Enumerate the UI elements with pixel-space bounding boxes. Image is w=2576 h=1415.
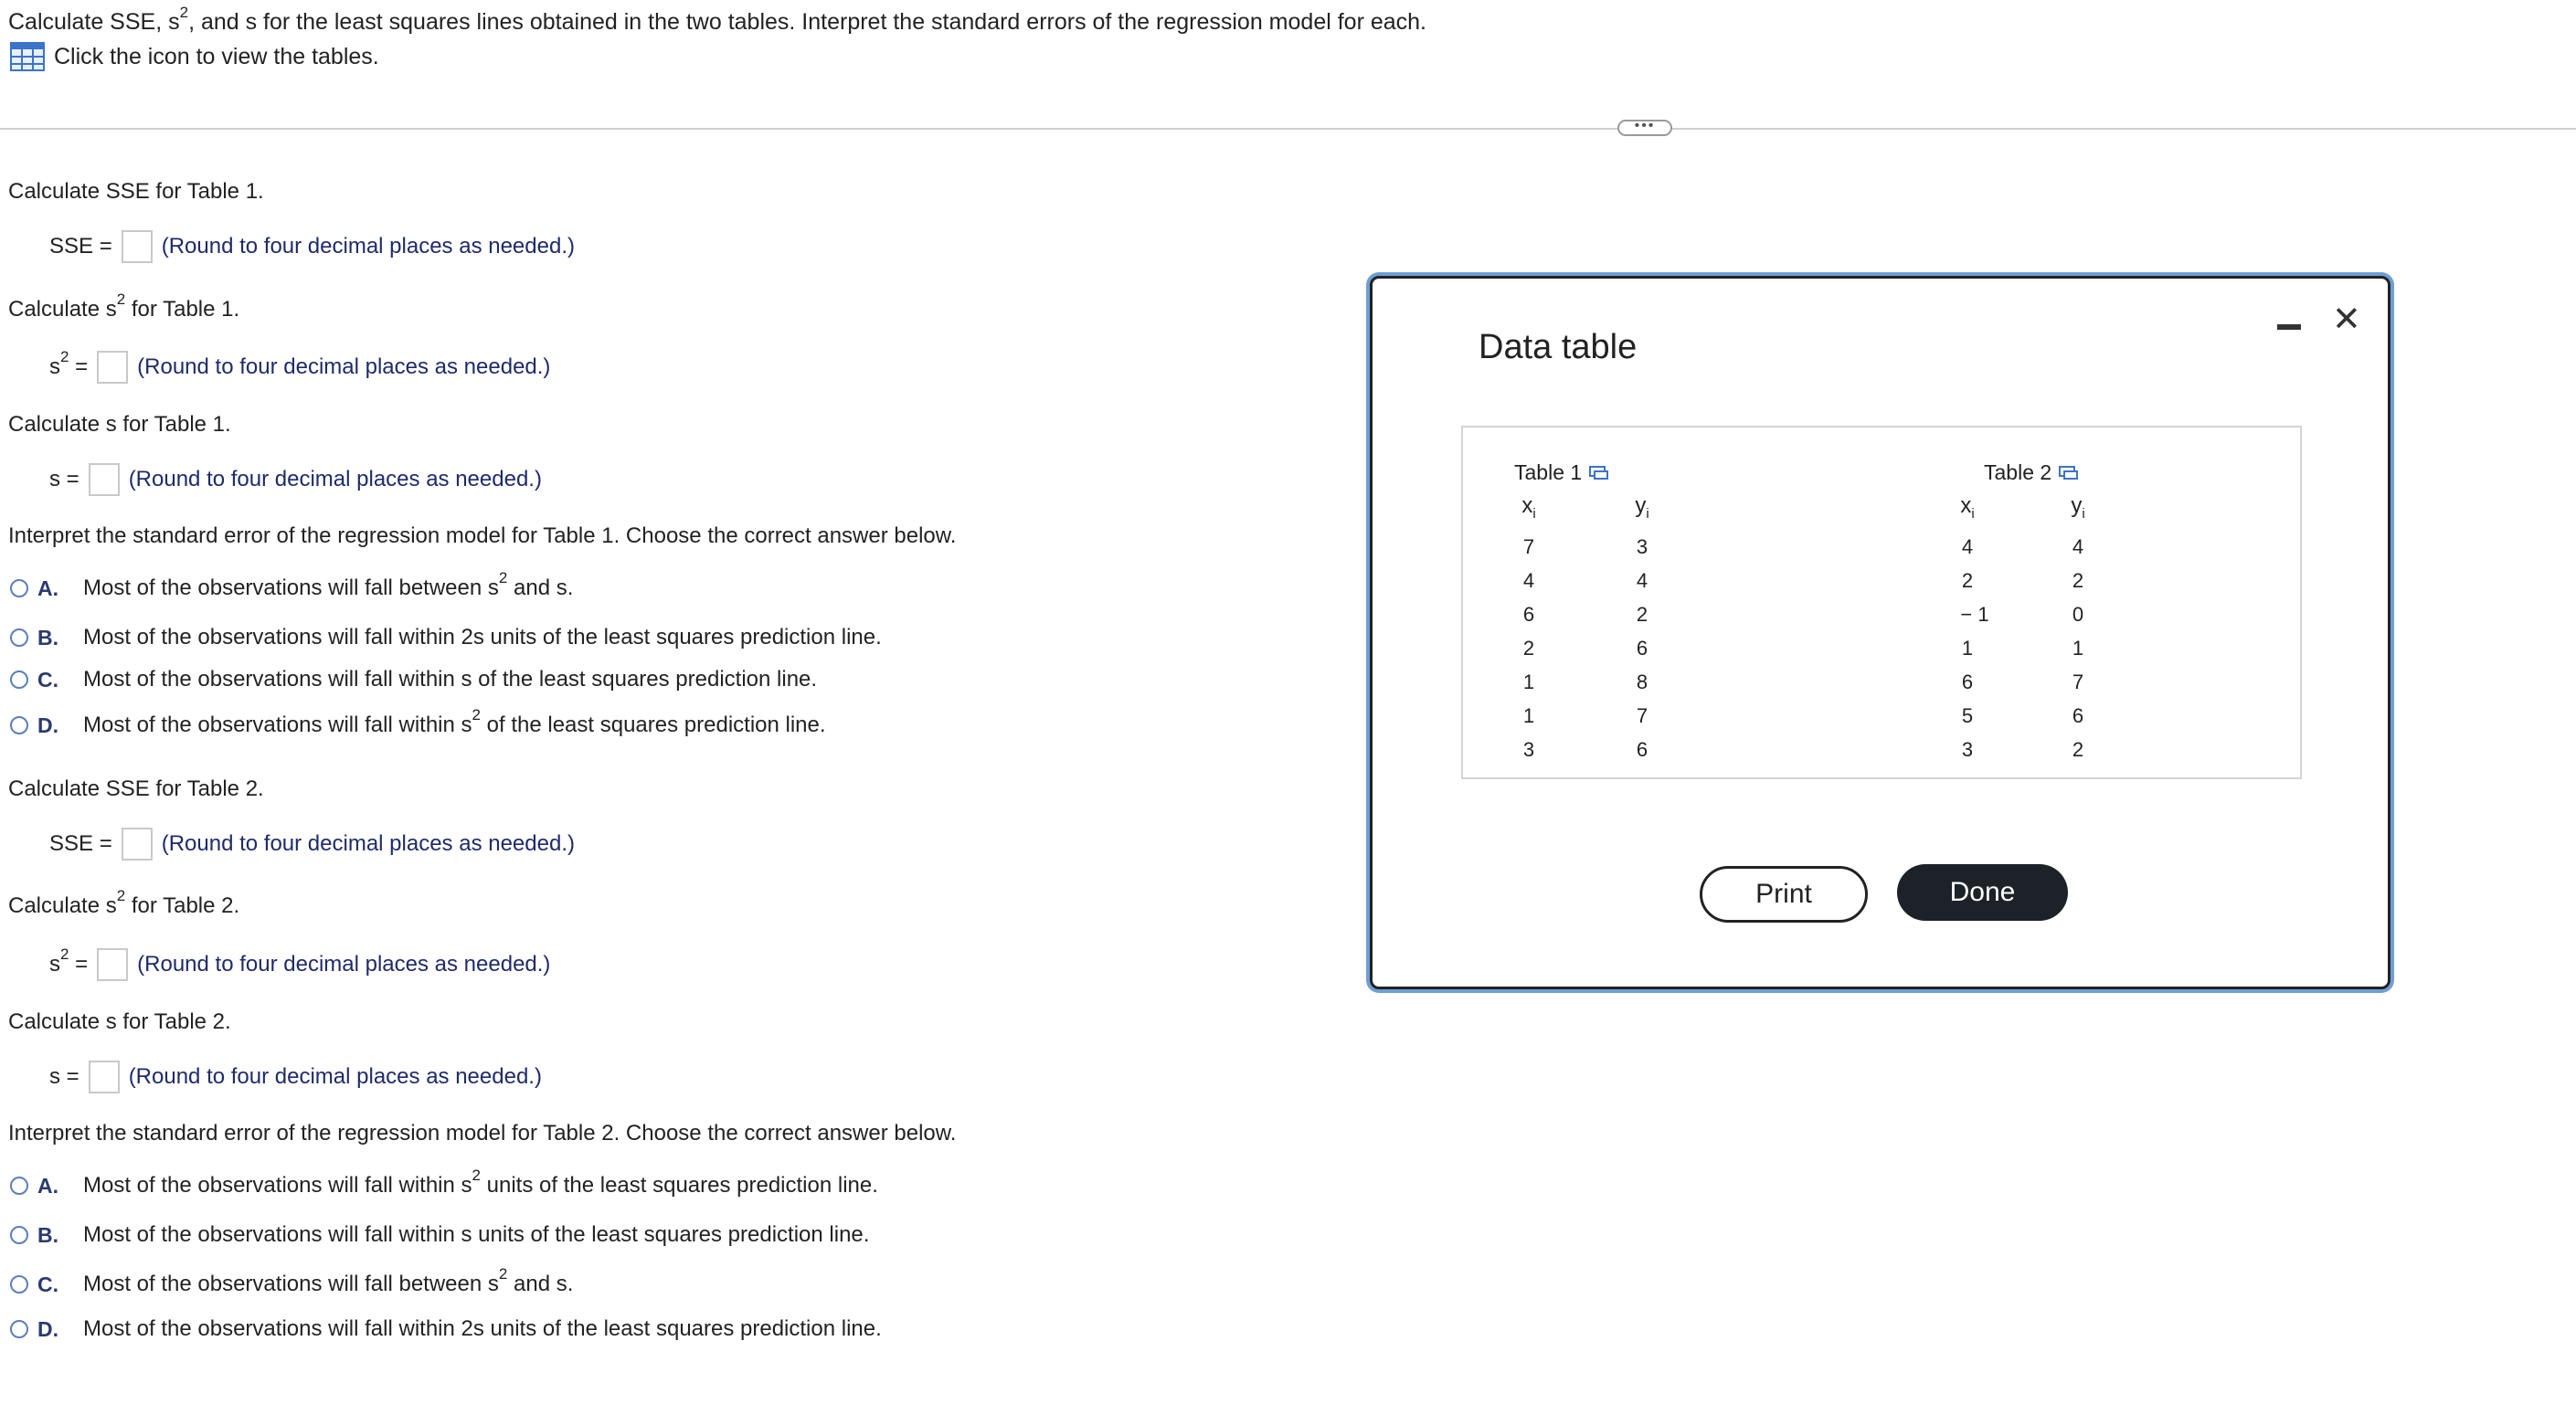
s2-prompt-1: Calculate $s^2$ for Table 1. <box>8 290 240 322</box>
superscript: 2 <box>179 3 189 21</box>
s2-input-1[interactable] <box>97 351 128 384</box>
click-icon-text: Click the icon to view the tables. <box>54 44 379 69</box>
radio-button[interactable] <box>10 1275 28 1294</box>
table2-x-cell: 4 <box>1961 535 1974 558</box>
sse-row-1 <box>49 230 575 263</box>
sse-prompt-2: Calculate SSE for Table 2. <box>8 776 264 801</box>
resize-handle[interactable]: ••• <box>1617 120 1672 136</box>
instruction-part-b: , and s for the least squares lines obtained in the two tables. Interpret the standard errors of the regression model for each. <box>188 9 1426 35</box>
option-2d[interactable]: D. Most of the observations will fall within 2s units of the least squares prediction line. <box>10 1316 882 1342</box>
table1-x-cell: 7 <box>1522 535 1535 558</box>
table1-x-cell: 2 <box>1522 637 1535 660</box>
radio-button[interactable] <box>10 671 28 689</box>
option-2b[interactable]: B. Most of the observations will fall within s units of the least squares prediction line. <box>10 1222 869 1248</box>
table2-y-cell: 4 <box>2072 535 2084 558</box>
data-table-dialog <box>1370 276 2390 989</box>
sse-input-1[interactable] <box>122 230 153 263</box>
interpret-prompt-2: Interpret the standard error of the regression model for Table 2. Choose the correct answer below. <box>8 1121 957 1146</box>
table1-x-cell: 6 <box>1522 603 1535 626</box>
round-hint: (Round to four decimal places as needed.) <box>161 234 575 259</box>
option-2a[interactable]: A. Most of the observations will fall within $s^2$ units of the least squares prediction line. <box>10 1173 878 1199</box>
s-label-1: s = <box>49 467 80 491</box>
option-1a[interactable]: A. Most of the observations will fall between $s^2$ and s. <box>10 576 573 601</box>
divider <box>0 128 2576 130</box>
table1-label: Table 1 <box>1514 460 1609 485</box>
table2-x-cell: 6 <box>1961 671 1974 693</box>
sse-row-2 <box>49 828 575 861</box>
table1-y-cell: 8 <box>1636 671 1648 693</box>
table1-x-cell: 3 <box>1522 738 1535 761</box>
round-hint: (Round to four decimal places as needed.) <box>128 467 542 491</box>
option-1d[interactable]: D. Most of the observations will fall within $s^2$ of the least squares prediction line. <box>10 713 826 738</box>
table1-y-cell: 2 <box>1636 603 1648 626</box>
radio-button[interactable] <box>10 1177 28 1195</box>
radio-button[interactable] <box>10 579 28 597</box>
s2-row-2 <box>49 945 551 981</box>
table-grid-icon[interactable] <box>10 42 45 71</box>
table1-x-cell: 4 <box>1522 569 1535 592</box>
s2-label-2: $s^2$ = <box>49 945 89 977</box>
close-icon[interactable]: ✕ <box>2332 301 2361 339</box>
instruction-text <box>8 3 1426 35</box>
s-label-2: s = <box>49 1064 80 1089</box>
s-row-1 <box>49 463 542 496</box>
table1-x-header: $x_i$ <box>1521 493 1536 522</box>
table2-y-cell: 2 <box>2072 569 2084 592</box>
instruction-part-a: Calculate SSE, s <box>8 9 180 35</box>
table2-x-cell: 1 <box>1961 637 1974 660</box>
table2-y-cell: 1 <box>2072 637 2084 660</box>
s-input-1[interactable] <box>89 463 120 496</box>
table1-y-cell: 4 <box>1636 569 1648 592</box>
radio-button[interactable] <box>10 1320 28 1338</box>
radio-button[interactable] <box>10 716 28 734</box>
s-prompt-1: Calculate s for Table 1. <box>8 412 231 437</box>
interpret-prompt-1: Interpret the standard error of the regression model for Table 1. Choose the correct answer below. <box>8 523 957 548</box>
table1-y-cell: 7 <box>1636 704 1648 727</box>
table2-x-cell: 5 <box>1961 704 1974 727</box>
table2-y-header: $y_i$ <box>2071 493 2085 522</box>
table2-x-header: $x_i$ <box>1960 493 1975 522</box>
table1-y-cell: 6 <box>1636 738 1648 761</box>
done-button[interactable]: Done <box>1897 864 2068 921</box>
table2-x-cell: − 1 <box>1960 603 1989 626</box>
radio-button[interactable] <box>10 628 28 647</box>
option-1c[interactable]: C. Most of the observations will fall within s of the least squares prediction line. <box>10 667 817 692</box>
s-row-2 <box>49 1061 542 1093</box>
minimize-icon[interactable] <box>2277 306 2301 330</box>
table2-y-cell: 0 <box>2072 603 2084 626</box>
sse-label-2: SSE = <box>49 831 112 856</box>
table1-y-cell: 3 <box>1636 535 1648 558</box>
table2-x-cell: 2 <box>1961 569 1974 592</box>
view-tables-row[interactable] <box>10 42 379 71</box>
s2-row-1 <box>49 348 551 384</box>
s2-prompt-2: Calculate $s^2$ for Table 2. <box>8 887 240 918</box>
table1-x-cell: 1 <box>1522 704 1535 727</box>
table2-x-cell: 3 <box>1961 738 1974 761</box>
radio-button[interactable] <box>10 1226 28 1244</box>
table1-x-cell: 1 <box>1522 671 1535 693</box>
s-input-2[interactable] <box>89 1061 120 1093</box>
sse-label-1: SSE = <box>49 234 112 259</box>
table1-y-header: $y_i$ <box>1635 493 1649 522</box>
table2-y-cell: 7 <box>2072 671 2084 693</box>
round-hint: (Round to four decimal places as needed.) <box>161 831 575 856</box>
round-hint: (Round to four decimal places as needed.) <box>128 1064 542 1089</box>
data-tables-panel <box>1461 426 2302 779</box>
round-hint: (Round to four decimal places as needed.) <box>137 354 551 379</box>
copy-icon[interactable] <box>2059 466 2079 480</box>
round-hint: (Round to four decimal places as needed.) <box>137 952 551 977</box>
option-2c[interactable]: C. Most of the observations will fall between $s^2$ and s. <box>10 1272 573 1297</box>
table2-y-cell: 6 <box>2072 704 2084 727</box>
s-prompt-2: Calculate s for Table 2. <box>8 1009 231 1034</box>
s2-label-1: $s^2$ = <box>49 348 89 379</box>
sse-input-2[interactable] <box>122 828 153 861</box>
option-1b[interactable]: B. Most of the observations will fall within 2s units of the least squares prediction line. <box>10 625 882 650</box>
table1-y-cell: 6 <box>1636 637 1648 660</box>
table2-y-cell: 2 <box>2072 738 2084 761</box>
table2-label: Table 2 <box>1984 460 2079 485</box>
s2-input-2[interactable] <box>97 948 128 981</box>
dialog-title: Data table <box>1479 328 1638 366</box>
copy-icon[interactable] <box>1589 466 1609 480</box>
sse-prompt-1: Calculate SSE for Table 1. <box>8 179 264 204</box>
print-button[interactable]: Print <box>1700 866 1868 923</box>
